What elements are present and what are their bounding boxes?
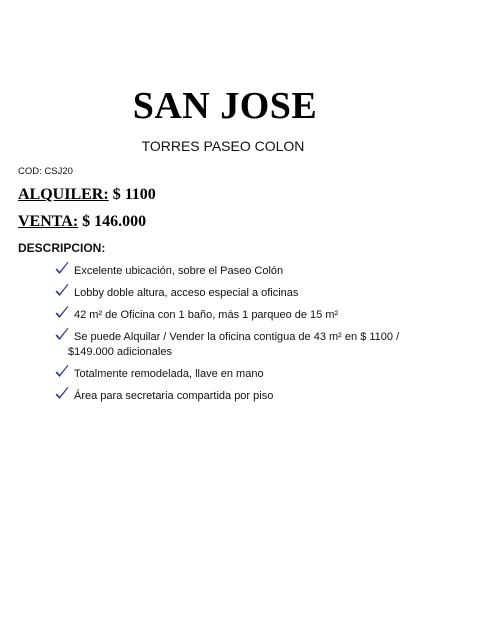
list-item [54, 264, 454, 279]
checkmark-icon [54, 283, 70, 299]
list-item [54, 308, 454, 323]
list-item [54, 286, 454, 301]
sale-label: VENTA: [18, 213, 79, 230]
checkmark-icon [54, 327, 70, 343]
checkmark-icon [54, 364, 70, 380]
property-code: COD: CSJ20 [18, 166, 73, 177]
list-item [54, 330, 454, 360]
checkmark-icon [54, 305, 70, 321]
document-subtitle: TORRES PASEO COLON [141, 138, 305, 154]
list-item-text: Excelente ubicación, sobre el Paseo Colón [74, 265, 284, 277]
list-item-text: Se puede Alquilar / Vender la oficina contigua de 43 m² en $ 1100 / [74, 331, 400, 343]
list-item-text-continued: $149.000 adicionales [68, 346, 172, 358]
description-heading: DESCRIPCION: [18, 241, 106, 255]
list-item-text: Lobby doble altura, acceso especial a oficinas [74, 287, 299, 299]
sale-price [18, 213, 146, 231]
checkmark-icon [54, 386, 70, 402]
document-title: SAN JOSE [132, 85, 318, 127]
list-item-text: Área para secretaria compartida por piso [74, 390, 274, 402]
list-item [54, 389, 454, 404]
rent-label: ALQUILER: [18, 186, 109, 203]
list-item [54, 367, 454, 382]
rent-value: $ 1100 [112, 186, 156, 203]
list-item-text: 42 m² de Oficina con 1 baño, más 1 parqueo de 15 m² [74, 309, 339, 321]
feature-list [54, 264, 454, 411]
list-item-text: Totalmente remodelada, llave en mano [74, 368, 264, 380]
rent-price [18, 186, 156, 204]
checkmark-icon [54, 261, 70, 277]
sale-value: $ 146.000 [82, 213, 147, 230]
